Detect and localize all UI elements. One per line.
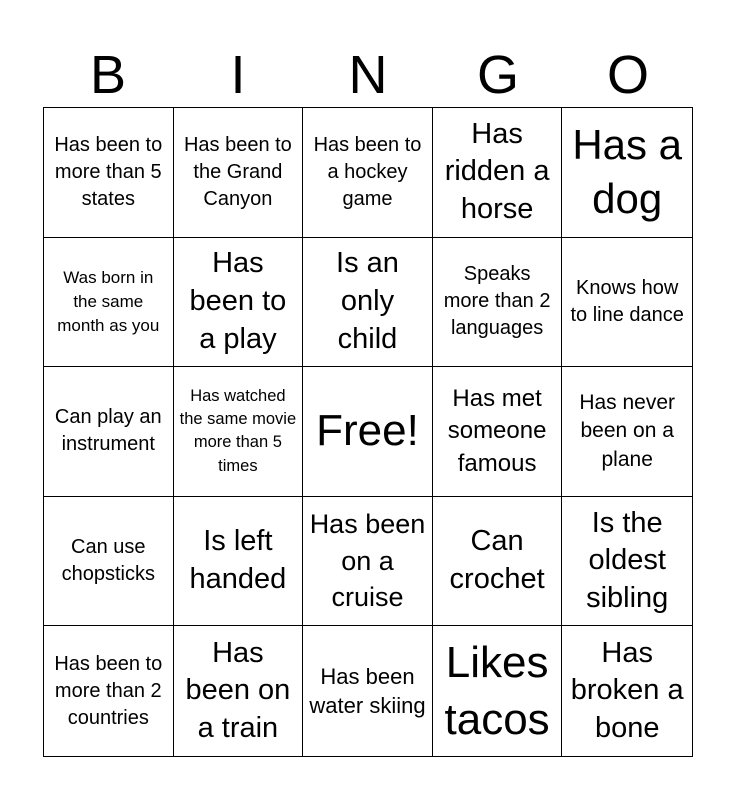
cell-text: Is an only child <box>336 247 399 355</box>
bingo-cell[interactable] <box>44 626 174 756</box>
bingo-cell[interactable] <box>562 238 692 368</box>
bingo-grid <box>43 107 693 757</box>
bingo-cell[interactable] <box>174 497 304 627</box>
cell-text: Likes tacos <box>444 638 550 745</box>
cell-text: Speaks more than 2 languages <box>443 263 551 340</box>
bingo-cell[interactable] <box>174 367 304 497</box>
bingo-cell[interactable] <box>433 497 563 627</box>
header-letter-n: N <box>348 45 388 105</box>
header-letter-g: G <box>476 45 519 105</box>
header-letter-b: B <box>89 45 127 105</box>
bingo-cell-free[interactable] <box>303 367 433 497</box>
cell-text: Has a dog <box>572 120 683 223</box>
cell-text: Has been on a cruise <box>309 509 426 613</box>
cell-text: Has been to the Grand Canyon <box>183 133 292 210</box>
bingo-cell[interactable] <box>174 626 304 756</box>
cell-text: Has never been on a plane <box>579 390 676 471</box>
bingo-cell[interactable] <box>44 367 174 497</box>
bingo-cell[interactable] <box>174 108 304 238</box>
bingo-cell[interactable] <box>303 626 433 756</box>
bingo-cell[interactable] <box>44 238 174 368</box>
cell-text: Is the oldest sibling <box>586 506 669 614</box>
cell-text: Can crochet <box>449 525 545 596</box>
bingo-cell[interactable] <box>433 367 563 497</box>
cell-text: Has watched the same movie more than 5 times <box>179 387 297 475</box>
bingo-cell[interactable] <box>433 108 563 238</box>
header-letter-i: I <box>230 45 246 105</box>
cell-text: Has ridden a horse <box>444 117 550 226</box>
cell-text: Can use chopsticks <box>61 536 155 586</box>
bingo-cell[interactable] <box>44 108 174 238</box>
bingo-cell[interactable] <box>174 238 304 368</box>
bingo-cell[interactable] <box>303 238 433 368</box>
bingo-cell[interactable] <box>562 108 692 238</box>
cell-text: Is left handed <box>189 525 287 596</box>
bingo-cell[interactable] <box>44 497 174 627</box>
cell-text: Has been to more than 5 states <box>54 133 163 210</box>
bingo-cell[interactable] <box>303 497 433 627</box>
bingo-header <box>43 44 693 106</box>
cell-text: Was born in the same month as you <box>57 268 160 335</box>
cell-text: Has met someone famous <box>447 384 547 477</box>
cell-text: Has been water skiing <box>309 663 426 719</box>
bingo-cell[interactable] <box>562 497 692 627</box>
cell-text: Has been to more than 2 countries <box>54 652 163 729</box>
cell-text: Can play an instrument <box>54 406 162 456</box>
cell-text: Knows how to line dance <box>570 276 684 326</box>
bingo-cell[interactable] <box>433 238 563 368</box>
cell-text: Has been to a play <box>189 247 287 355</box>
bingo-cell[interactable] <box>433 626 563 756</box>
header-letter-o: O <box>606 45 649 105</box>
cell-text: Has been to a hockey game <box>313 133 422 210</box>
bingo-cell[interactable] <box>562 626 692 756</box>
bingo-cell[interactable] <box>562 367 692 497</box>
bingo-cell[interactable] <box>303 108 433 238</box>
cell-text: Has broken a bone <box>570 636 684 745</box>
free-space-text: Free! <box>316 406 419 456</box>
cell-text: Has been on a train <box>185 636 291 745</box>
